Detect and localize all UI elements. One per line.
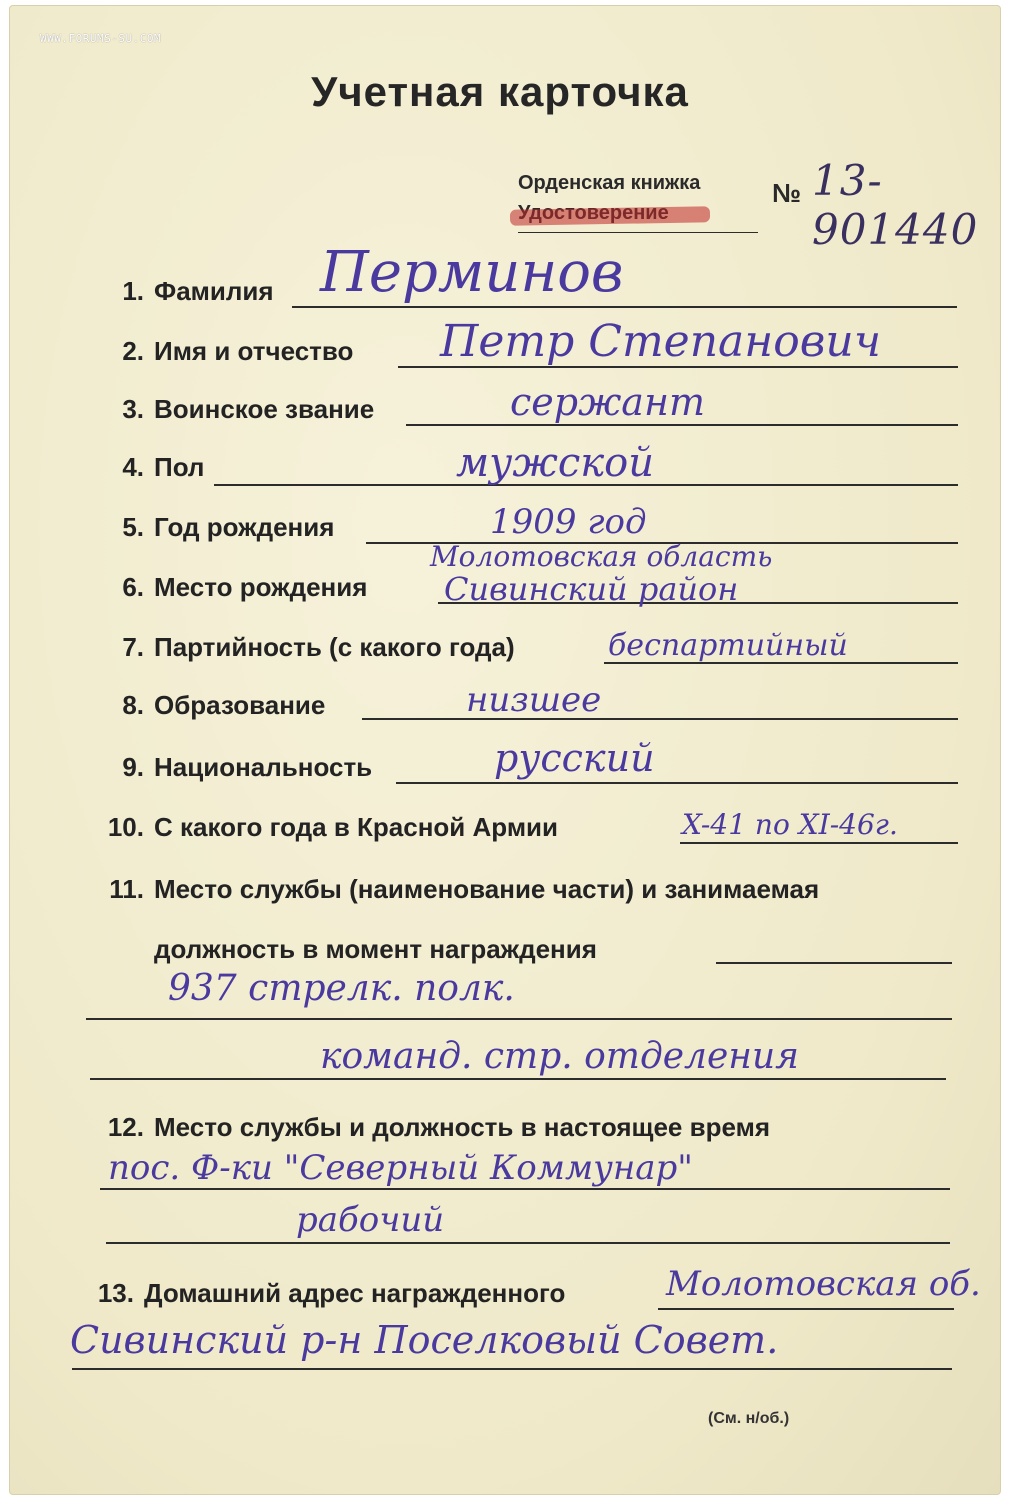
handwritten-education: низшее [466, 680, 602, 720]
card-title: Учетная карточка [311, 68, 689, 115]
handwritten-birth-year: 1909 год [490, 502, 647, 542]
field-label: Фамилия [154, 276, 274, 306]
handwritten-region: Молотовская область [430, 540, 773, 573]
field-label: Национальность [154, 752, 373, 782]
handwritten-party: беспартийный [608, 628, 848, 663]
field-line [292, 306, 957, 308]
field-number: 12. [107, 1112, 144, 1142]
handwritten-unit: 937 стрелк. полк. [168, 968, 515, 1009]
field-birth-year [100, 512, 334, 543]
field-party [100, 632, 515, 663]
handwritten-rank: сержант [510, 380, 706, 424]
field-name-patronymic [100, 336, 353, 367]
field-number: 3. [122, 394, 144, 424]
field-service-at-award [100, 874, 819, 905]
field-sex [100, 452, 204, 483]
handwritten-army-since: X-41 по XI-46г. [682, 808, 898, 841]
field-home-address [90, 1278, 565, 1309]
field-line [716, 962, 952, 964]
field-label: Образование [154, 690, 326, 720]
field-service-at-award-cont [154, 934, 597, 965]
field-label: Место службы и должность в настоящее время [154, 1112, 771, 1142]
field-surname [100, 276, 274, 307]
field-number: 4. [122, 452, 144, 482]
handwritten-surname: Перминов [320, 240, 624, 305]
handwritten-address-district: Сивинский р-н Поселковый Совет. [70, 1318, 779, 1362]
field-line [362, 718, 958, 720]
field-label: Год рождения [154, 512, 335, 542]
field-number: 7. [122, 632, 144, 662]
field-line [658, 1308, 954, 1310]
field-line [680, 842, 958, 844]
field-label: Воинское звание [154, 394, 375, 424]
field-label: Пол [154, 452, 205, 482]
field-line [90, 1078, 946, 1080]
field-rank [100, 394, 374, 425]
field-number: 6. [122, 572, 144, 602]
field-label: Имя и отчество [154, 336, 354, 366]
handwritten-nationality: русский [494, 736, 655, 780]
field-line [72, 1368, 952, 1370]
order-book-underline [518, 232, 758, 233]
handwritten-current-position: рабочий [296, 1200, 445, 1240]
field-label: Место рождения [154, 572, 368, 602]
field-line [100, 1188, 950, 1190]
field-number: 10. [107, 812, 144, 842]
field-number: 2. [122, 336, 144, 366]
field-line [86, 1018, 952, 1020]
field-label: Партийность (с какого года) [154, 632, 515, 662]
order-book-label: Орденская книжка [518, 172, 701, 194]
field-number: 8. [122, 690, 144, 720]
handwritten-address-region: Молотовская об. [666, 1264, 981, 1304]
field-label: должность в момент награждения [154, 934, 597, 964]
field-current-service [100, 1112, 770, 1143]
field-number: 9. [122, 752, 144, 782]
field-label: С какого года в Красной Армии [154, 812, 559, 842]
handwritten-name: Петр Степанович [440, 316, 882, 367]
order-book-number: 13-901440 [812, 156, 979, 254]
field-army-since [100, 812, 558, 843]
field-number: 13. [97, 1278, 134, 1308]
field-line [106, 1242, 950, 1244]
field-nationality [100, 752, 372, 783]
field-number: 1. [122, 276, 144, 306]
field-number: 11. [109, 874, 144, 904]
watermark: WWW.FORUMS-SU.COM [40, 32, 162, 45]
field-birthplace [100, 572, 367, 603]
handwritten-position: команд. стр. отделения [320, 1036, 800, 1077]
field-number: 5. [122, 512, 144, 542]
number-sign: № [772, 178, 801, 208]
field-label: Место службы (наименование части) и занимаемая [154, 874, 820, 904]
field-line [396, 782, 958, 784]
field-line [406, 424, 958, 426]
field-education [100, 690, 325, 721]
field-label: Домашний адрес награжденного [144, 1278, 566, 1308]
see-reverse-note: (См. н/об.) [708, 1410, 790, 1427]
handwritten-district: Сивинский район [444, 570, 739, 608]
handwritten-current-place: пос. Ф-ки "Северный Коммунар" [108, 1148, 693, 1188]
handwritten-sex: мужской [456, 440, 654, 486]
